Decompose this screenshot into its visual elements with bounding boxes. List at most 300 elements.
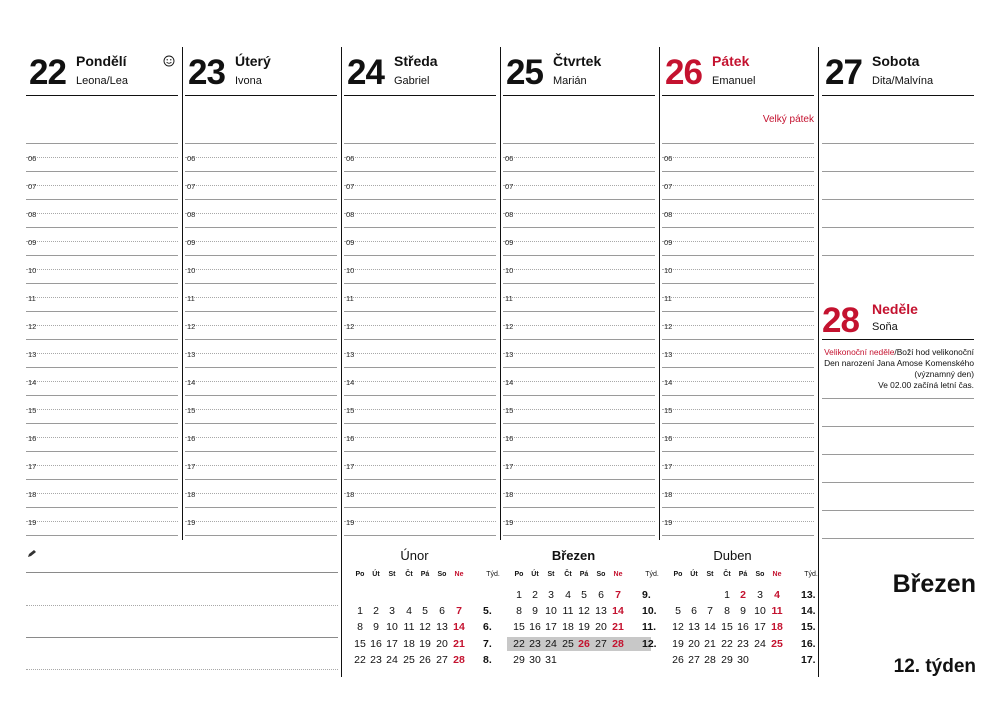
- calendar-week-header: Týd.: [645, 571, 659, 578]
- hour-label: 06: [664, 154, 673, 163]
- calendar-day: 11: [562, 605, 574, 618]
- sunday-number: 28: [822, 301, 859, 340]
- hour-label: 14: [664, 378, 673, 387]
- calendar-day: 13: [688, 621, 700, 634]
- sunday-line: [822, 398, 974, 399]
- sunday-note-2: Den narození Jana Amose Komenského: [824, 358, 974, 368]
- calendar-day: 16: [529, 621, 541, 634]
- hour-label: 08: [505, 210, 514, 219]
- day-name: Středa: [394, 53, 438, 69]
- calendar-day: 1: [724, 589, 730, 601]
- hour-label: 12: [664, 322, 673, 331]
- half-hour-line: [344, 241, 496, 242]
- calendar-day: 12: [578, 605, 590, 618]
- half-hour-line: [662, 493, 814, 494]
- half-hour-line: [503, 241, 655, 242]
- calendar-day: 19: [578, 621, 590, 634]
- calendar-day: 17: [754, 621, 766, 634]
- hour-line: [344, 311, 496, 312]
- calendar-weekday-header: Út: [531, 571, 539, 578]
- calendar-day: 9: [740, 605, 746, 618]
- half-hour-line: [662, 325, 814, 326]
- half-hour-line: [26, 381, 178, 382]
- half-hour-line: [344, 381, 496, 382]
- half-hour-line: [185, 241, 337, 242]
- hour-line: [662, 367, 814, 368]
- hour-label: 09: [505, 238, 514, 247]
- month-title: Březen: [892, 570, 976, 598]
- calendar-weekday-header: St: [547, 571, 555, 578]
- hour-line: [344, 283, 496, 284]
- half-hour-line: [344, 269, 496, 270]
- hour-line: [344, 395, 496, 396]
- week-title: 12. týden: [893, 656, 976, 677]
- saturday-line: [822, 199, 974, 200]
- hour-line: [344, 507, 496, 508]
- calendar-day: 15: [513, 621, 525, 634]
- half-hour-line: [185, 521, 337, 522]
- hour-label: 10: [505, 266, 514, 275]
- sunday-line: [822, 426, 974, 427]
- day-number: 27: [825, 53, 862, 92]
- calendar-day: 1: [516, 589, 522, 601]
- half-hour-line: [26, 213, 178, 214]
- hour-line: [503, 171, 655, 172]
- hour-line: [26, 423, 178, 424]
- hour-label: 06: [346, 154, 355, 163]
- hour-line: [185, 255, 337, 256]
- calendar-day: 30: [737, 653, 749, 666]
- notes-line: [26, 637, 338, 638]
- half-hour-line: [503, 213, 655, 214]
- hour-line: [26, 283, 178, 284]
- day-nameday: Leona/Lea: [76, 75, 128, 87]
- column-divider: [659, 47, 660, 540]
- calendar-day: 5: [581, 589, 587, 601]
- half-hour-line: [185, 157, 337, 158]
- calendar-day: 4: [774, 589, 780, 601]
- hour-label: 12: [187, 322, 196, 331]
- hour-line: [662, 227, 814, 228]
- calendar-day: 28: [704, 653, 716, 666]
- hour-line: [503, 283, 655, 284]
- calendar-week-number: 17.: [801, 653, 816, 666]
- calendar-day: 11: [403, 621, 415, 634]
- calendar-week-number: 6.: [483, 621, 492, 634]
- half-hour-line: [662, 353, 814, 354]
- half-hour-line: [185, 269, 337, 270]
- hour-label: 07: [505, 182, 514, 191]
- half-hour-line: [344, 521, 496, 522]
- calendar-week-number: 16.: [801, 637, 816, 650]
- hour-label: 15: [346, 406, 355, 415]
- half-hour-line: [185, 381, 337, 382]
- half-hour-line: [26, 493, 178, 494]
- half-hour-line: [26, 353, 178, 354]
- hour-label: 11: [28, 294, 36, 303]
- hour-label: 07: [346, 182, 355, 191]
- hour-line: [662, 199, 814, 200]
- day-number: 22: [29, 53, 66, 92]
- hour-line: [185, 367, 337, 368]
- calendar-weekday-header: Ne: [613, 571, 623, 578]
- calendar-day: 5: [675, 605, 681, 618]
- hour-label: 18: [187, 490, 196, 499]
- calendar-day: 26: [578, 637, 590, 650]
- hour-line: [26, 451, 178, 452]
- calendar-month-title: Únor: [400, 548, 429, 563]
- hour-label: 18: [346, 490, 355, 499]
- half-hour-line: [26, 409, 178, 410]
- half-hour-line: [503, 409, 655, 410]
- calendar-weekday-header: Pá: [738, 571, 748, 578]
- calendar-day: 25: [403, 653, 415, 666]
- half-hour-line: [185, 493, 337, 494]
- hour-label: 12: [505, 322, 514, 331]
- calendar-day: 18: [771, 621, 783, 634]
- hour-label: 15: [664, 406, 673, 415]
- half-hour-line: [185, 297, 337, 298]
- hour-line: [26, 311, 178, 312]
- calendar-day: 8: [516, 605, 522, 618]
- calendar-day: 30: [529, 653, 541, 666]
- hour-label: 13: [505, 350, 514, 359]
- hour-label: 06: [28, 154, 37, 163]
- hour-line: [344, 423, 496, 424]
- calendar-day: 17: [545, 621, 557, 634]
- calendar-day: 3: [548, 589, 554, 601]
- half-hour-line: [662, 521, 814, 522]
- column-divider: [818, 47, 819, 677]
- hour-line: [503, 199, 655, 200]
- day-header: [503, 47, 655, 96]
- hour-line: [26, 367, 178, 368]
- calendar-day: 10: [754, 605, 766, 618]
- calendar-day: 3: [757, 589, 763, 601]
- calendar-day: 28: [612, 637, 624, 650]
- hour-line: [503, 311, 655, 312]
- calendar-day: 29: [721, 653, 733, 666]
- hour-line: [662, 395, 814, 396]
- hour-label: 19: [187, 518, 196, 527]
- calendar-day: 2: [740, 589, 746, 601]
- day-header-saturday: [822, 47, 974, 96]
- column-divider: [182, 47, 183, 540]
- calendar-day: 23: [529, 637, 541, 650]
- hour-label: 19: [346, 518, 355, 527]
- hour-label: 18: [505, 490, 514, 499]
- calendar-weekday-header: Po: [514, 571, 524, 578]
- half-hour-line: [662, 297, 814, 298]
- calendar-day: 23: [737, 637, 749, 650]
- calendar-weekday-header: St: [388, 571, 396, 578]
- calendar-day: 27: [595, 637, 607, 650]
- half-hour-line: [185, 353, 337, 354]
- hour-line: [662, 535, 814, 536]
- calendar-week-number: 12.: [642, 637, 657, 650]
- hour-label: 15: [187, 406, 196, 415]
- hour-line: [344, 479, 496, 480]
- day-name: Úterý: [235, 53, 271, 69]
- column-divider: [341, 47, 342, 677]
- hour-line: [503, 227, 655, 228]
- hour-label: 08: [346, 210, 355, 219]
- hour-label: 08: [187, 210, 196, 219]
- half-hour-line: [662, 381, 814, 382]
- hour-label: 17: [505, 462, 514, 471]
- half-hour-line: [503, 381, 655, 382]
- hour-line: [662, 339, 814, 340]
- half-hour-line: [503, 157, 655, 158]
- hour-line: [662, 451, 814, 452]
- calendar-day: 3: [389, 605, 395, 618]
- calendar-weekday-header: Po: [673, 571, 683, 578]
- sunday-line: [822, 454, 974, 455]
- sunday-name: Neděle: [872, 301, 918, 317]
- hour-label: 08: [28, 210, 37, 219]
- calendar-week-header: Týd.: [804, 571, 818, 578]
- hour-label: 13: [664, 350, 673, 359]
- half-hour-line: [26, 437, 178, 438]
- calendar-day: 20: [436, 637, 448, 650]
- hour-line: [344, 199, 496, 200]
- hour-line: [662, 143, 814, 144]
- notes-line: [26, 572, 338, 573]
- calendar-day: 6: [439, 605, 445, 618]
- calendar-day: 4: [406, 605, 412, 618]
- hour-label: 09: [28, 238, 37, 247]
- hour-label: 18: [664, 490, 673, 499]
- hour-line: [185, 227, 337, 228]
- calendar-day: 7: [707, 605, 713, 618]
- half-hour-line: [503, 185, 655, 186]
- hour-label: 08: [664, 210, 673, 219]
- calendar-day: 22: [513, 637, 525, 650]
- hour-label: 13: [187, 350, 196, 359]
- calendar-day: 19: [672, 637, 684, 650]
- half-hour-line: [344, 493, 496, 494]
- calendar-day: 8: [357, 621, 363, 634]
- hour-line: [662, 255, 814, 256]
- holiday-label: Velký pátek: [762, 114, 814, 125]
- calendar-week-number: 11.: [642, 621, 657, 634]
- hour-line: [26, 255, 178, 256]
- calendar-day: 12: [672, 621, 684, 634]
- hour-line: [662, 423, 814, 424]
- sunday-line: [822, 482, 974, 483]
- calendar-day: 4: [565, 589, 571, 601]
- half-hour-line: [26, 297, 178, 298]
- calendar-day: 7: [615, 589, 621, 601]
- half-hour-line: [503, 269, 655, 270]
- hour-line: [503, 395, 655, 396]
- calendar-day: 22: [721, 637, 733, 650]
- hour-label: 17: [664, 462, 673, 471]
- calendar-day: 10: [545, 605, 557, 618]
- calendar-day: 25: [562, 637, 574, 650]
- half-hour-line: [662, 269, 814, 270]
- hour-label: 06: [187, 154, 196, 163]
- hour-line: [503, 451, 655, 452]
- half-hour-line: [344, 185, 496, 186]
- hour-label: 16: [664, 434, 673, 443]
- calendar-week-number: 10.: [642, 605, 657, 618]
- calendar-day: 31: [545, 653, 557, 666]
- half-hour-line: [503, 325, 655, 326]
- sunday-holiday-rest: /Boží hod velikonoční: [894, 347, 974, 357]
- day-number: 26: [665, 53, 702, 92]
- day-name: Sobota: [872, 53, 920, 69]
- hour-label: 10: [664, 266, 673, 275]
- sunday-line: [822, 510, 974, 511]
- hour-label: 16: [505, 434, 514, 443]
- calendar-weekday-header: Čt: [723, 571, 731, 578]
- half-hour-line: [185, 465, 337, 466]
- notes-line: [26, 605, 338, 606]
- calendar-week-number: 15.: [801, 621, 816, 634]
- calendar-day: 24: [545, 637, 557, 650]
- half-hour-line: [344, 297, 496, 298]
- hour-line: [185, 507, 337, 508]
- hour-line: [185, 311, 337, 312]
- calendar-day: 17: [386, 637, 398, 650]
- hour-label: 16: [28, 434, 37, 443]
- calendar-weekday-header: Ne: [772, 571, 782, 578]
- calendar-day: 8: [724, 605, 730, 618]
- day-nameday: Gabriel: [394, 75, 430, 87]
- calendar-weekday-header: So: [755, 571, 765, 578]
- hour-label: 10: [28, 266, 37, 275]
- hour-label: 19: [505, 518, 514, 527]
- hour-label: 11: [505, 294, 513, 303]
- calendar-week-number: 9.: [642, 589, 651, 601]
- hour-label: 09: [187, 238, 196, 247]
- hour-line: [662, 283, 814, 284]
- hour-label: 10: [346, 266, 355, 275]
- sunday-nameday: Soňa: [872, 321, 898, 333]
- hour-label: 13: [346, 350, 355, 359]
- hour-label: 18: [28, 490, 37, 499]
- half-hour-line: [26, 269, 178, 270]
- calendar-day: 7: [456, 605, 462, 618]
- smiley-icon: [163, 55, 175, 67]
- hour-label: 19: [664, 518, 673, 527]
- calendar-month-title: Březen: [551, 548, 596, 563]
- calendar-day: 14: [453, 621, 465, 634]
- half-hour-line: [662, 437, 814, 438]
- hour-label: 16: [346, 434, 355, 443]
- hour-line: [26, 143, 178, 144]
- calendar-week-number: 14.: [801, 605, 816, 618]
- half-hour-line: [185, 437, 337, 438]
- calendar-day: 15: [721, 621, 733, 634]
- hour-line: [503, 479, 655, 480]
- calendar-day: 14: [612, 605, 624, 618]
- hour-line: [344, 227, 496, 228]
- hour-line: [185, 171, 337, 172]
- calendar-day: 16: [370, 637, 382, 650]
- column-divider: [500, 47, 501, 540]
- hour-line: [26, 199, 178, 200]
- calendar-weekday-header: So: [437, 571, 447, 578]
- saturday-line: [822, 171, 974, 172]
- hour-line: [26, 171, 178, 172]
- day-nameday: Marián: [553, 75, 587, 87]
- half-hour-line: [26, 465, 178, 466]
- half-hour-line: [662, 157, 814, 158]
- half-hour-line: [26, 185, 178, 186]
- half-hour-line: [662, 409, 814, 410]
- hour-line: [662, 479, 814, 480]
- calendar-day: 5: [422, 605, 428, 618]
- half-hour-line: [503, 297, 655, 298]
- calendar-weekday-header: Pá: [420, 571, 430, 578]
- half-hour-line: [662, 185, 814, 186]
- calendar-day: 29: [513, 653, 525, 666]
- calendar-day: 28: [453, 653, 465, 666]
- day-number: 23: [188, 53, 225, 92]
- saturday-line: [822, 255, 974, 256]
- hour-label: 07: [28, 182, 37, 191]
- calendar-day: 20: [688, 637, 700, 650]
- hour-line: [185, 395, 337, 396]
- day-header: [185, 47, 337, 96]
- calendar-month-title: Duben: [713, 548, 752, 563]
- hour-line: [185, 199, 337, 200]
- calendar-week-number: 8.: [483, 653, 492, 666]
- calendar-day: 19: [419, 637, 431, 650]
- hour-label: 11: [187, 294, 195, 303]
- hour-line: [344, 143, 496, 144]
- calendar-weekday-header: St: [706, 571, 714, 578]
- calendar-weekday-header: Út: [690, 571, 698, 578]
- day-header: [662, 47, 814, 96]
- hour-label: 14: [187, 378, 196, 387]
- hour-label: 12: [346, 322, 355, 331]
- half-hour-line: [503, 353, 655, 354]
- saturday-line: [822, 227, 974, 228]
- calendar-day: 9: [373, 621, 379, 634]
- hour-line: [662, 507, 814, 508]
- hour-label: 13: [28, 350, 37, 359]
- calendar-day: 20: [595, 621, 607, 634]
- hour-line: [344, 367, 496, 368]
- calendar-day: 21: [704, 637, 716, 650]
- hour-line: [662, 171, 814, 172]
- half-hour-line: [344, 213, 496, 214]
- hour-line: [503, 367, 655, 368]
- hour-line: [344, 171, 496, 172]
- pencil-icon: [27, 549, 37, 558]
- calendar-day: 18: [562, 621, 574, 634]
- calendar-day: 21: [453, 637, 465, 650]
- half-hour-line: [344, 465, 496, 466]
- day-name: Čtvrtek: [553, 53, 602, 69]
- half-hour-line: [185, 185, 337, 186]
- day-header: [344, 47, 496, 96]
- calendar-weekday-header: Čt: [564, 571, 572, 578]
- hour-line: [185, 143, 337, 144]
- hour-label: 12: [28, 322, 37, 331]
- calendar-day: 11: [771, 605, 783, 618]
- calendar-weekday-header: So: [596, 571, 606, 578]
- day-name: Pondělí: [76, 53, 127, 69]
- calendar-week-header: Týd.: [486, 571, 500, 578]
- hour-label: 14: [28, 378, 37, 387]
- hour-line: [662, 311, 814, 312]
- hour-line: [185, 535, 337, 536]
- hour-label: 15: [28, 406, 37, 415]
